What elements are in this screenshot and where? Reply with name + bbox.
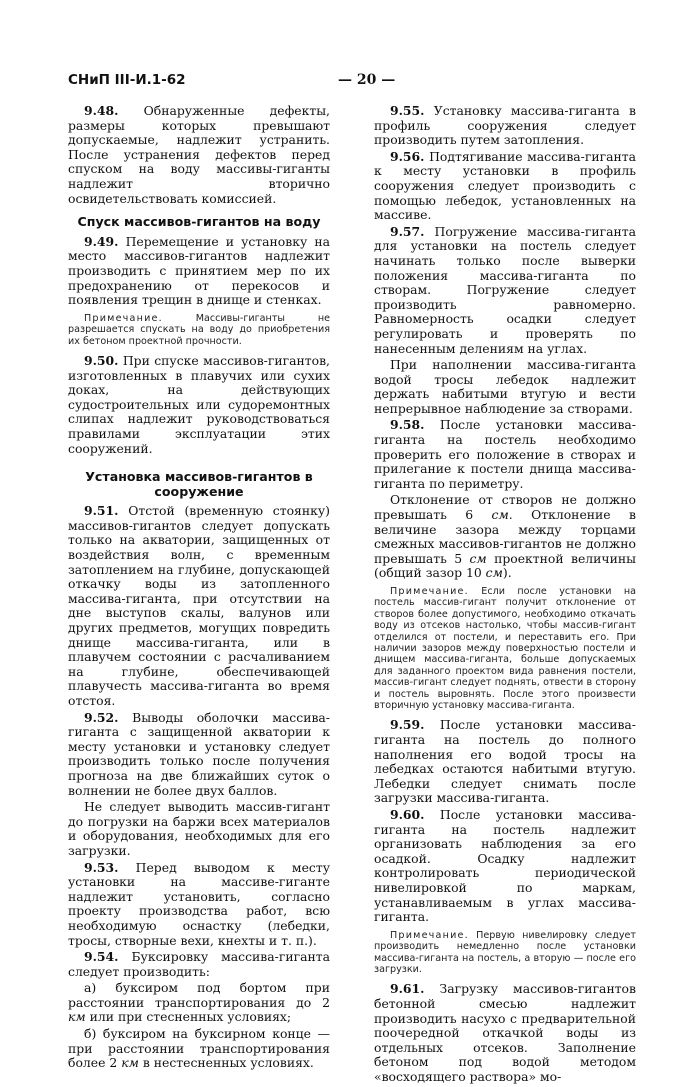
paragraph-number: 9.55.	[390, 103, 425, 118]
paragraph-9-54	[68, 950, 330, 979]
paragraph-text: проектной величины (общий зазор 10	[374, 550, 636, 581]
paragraph-number: 9.58.	[390, 417, 425, 433]
unit-cm: см	[491, 507, 509, 523]
paragraph-9-53	[68, 861, 330, 949]
paragraph-9-58	[374, 418, 636, 491]
paragraph-number: 9.59.	[390, 717, 425, 733]
page-header	[68, 72, 638, 94]
paragraph-text: Установку массива-гиганта в профиль сооружения следует производить путем затопления.	[374, 103, 636, 148]
note-9-49	[68, 313, 330, 347]
paragraph-text: После установки массива-гиганта на постель надлежит организовать наблюдения за его осадкой. Осадку надлежит контролировать периодической нивелировкой по маркам, устанавливаемым в углах массива-гиганта.	[374, 807, 636, 925]
paragraph-9-50	[68, 354, 330, 456]
paragraph-text: Перед выводом к месту установки на массиве-гиганте надлежит установить, согласно проекту производства работ, всю необходимую оснастку (лебедки, тросы, створные вехи, кнехты и т. п.).	[68, 859, 330, 948]
left-column	[68, 104, 330, 1073]
list-text: в нестесненных условиях.	[138, 1055, 314, 1071]
section-heading-install: Установка массивов-гигантов в сооружение	[85, 469, 313, 499]
paragraph-text: Погружение массива-гиганта для установки на постель следует начинать только после выверки положения массива-гиганта по створам. Погружение следует производить равномерно. Равномерность осадки следует регулировать и проверять по нанесенным делениям на углах.	[374, 223, 636, 356]
paragraph-9-58-continued	[374, 493, 636, 581]
paragraph-9-51	[68, 504, 330, 708]
note-label: Примечание.	[390, 586, 469, 597]
paragraph-number: 9.54.	[84, 949, 119, 965]
paragraph-9-52	[68, 711, 330, 799]
paragraph-number: 9.52.	[84, 709, 119, 725]
list-item-a	[68, 981, 330, 1025]
paragraph-number: 9.48.	[84, 103, 119, 118]
paragraph-9-59	[374, 718, 636, 806]
paragraph-9-57-continued: При наполнении массива-гиганта водой тросы лебедок надлежит держать набитыми втугую и вести непрерывное наблюдение за створами.	[374, 357, 636, 416]
right-column	[374, 104, 636, 1087]
paragraph-text: Выводы оболочки массива-гиганта с защищенной акватории к месту установки и установку следует производить только после получения прогноза на две ближайших суток о волнении не более двух баллов.	[68, 709, 330, 798]
paragraph-text: Отклонение от створов не должно превышать 6	[374, 492, 636, 523]
paragraph-text: Перемещение и установку на место массивов-гигантов надлежит производить с принятием мер по их предохранению от перекосов и появления трещин в днище и стенках.	[68, 233, 330, 308]
paragraph-text: Отстой (временную стоянку) массивов-гигантов следует допускать только на акватории, защищенных от воздействия волн, с временным затоплением на глубине, допускающей откачку воды из затопленного массива-гиганта, при отсутствии на дне выступов скалы, валунов или других предметов, могущих повредить днище массива-гиганта, или в плавучем состоянии с расчаливанием на глубине, обеспечивающей плавучесть массива-гиганта во время отстоя.	[68, 503, 330, 708]
unit-km: км	[121, 1055, 139, 1071]
paragraph-number: 9.53.	[84, 859, 119, 875]
list-text: б) буксиром на буксирном концe — при расстоянии транспортирования более 2	[68, 1026, 330, 1071]
paragraph-number: 9.57.	[390, 223, 425, 239]
paragraph-9-49	[68, 235, 330, 308]
document-code: СНиП III-И.1-62	[68, 72, 186, 88]
unit-cm: см	[485, 565, 503, 581]
paragraph-text: ).	[502, 565, 512, 581]
note-9-58	[374, 586, 636, 711]
paragraph-9-57	[374, 225, 636, 356]
note-label: Примечание.	[84, 312, 163, 324]
paragraph-number: 9.60.	[390, 807, 425, 823]
paragraph-9-61	[374, 982, 636, 1084]
paragraph-text: . Отклонение в величине зазора между торцами смежных массивов-гигантов не должно превышать 5	[374, 507, 636, 566]
unit-cm: см	[469, 550, 487, 566]
paragraph-9-48	[68, 104, 330, 206]
paragraph-9-52-continued: Не следует выводить массив-гигант до погрузки на баржи всех материалов и оборудования, необходимых для его загрузки.	[68, 799, 330, 858]
paragraph-number: 9.61.	[390, 981, 425, 997]
paragraph-text: После установки массива-гиганта на постель до полного наполнения его водой тросы на лебедках остаются набитыми втугую. Лебедки следует снимать после загрузки массива-гиганта.	[374, 717, 636, 806]
paragraph-text: Буксировку массива-гиганта следует производить:	[68, 949, 330, 979]
list-item-b	[68, 1027, 330, 1071]
section-heading-launch: Спуск массивов-гигантов на воду	[77, 214, 321, 230]
paragraph-9-56	[374, 150, 636, 223]
list-text: а) буксиром под бортом при расстоянии транспортирования до 2	[68, 980, 330, 1010]
paragraph-number: 9.49.	[84, 233, 119, 249]
note-label: Примечание.	[390, 929, 469, 941]
paragraph-number: 9.56.	[390, 148, 425, 164]
unit-km: км	[68, 1009, 86, 1025]
note-9-60	[374, 930, 636, 976]
note-text: Если после установки на постель массив-гигант получит отклонение от створов более допустимого, необходимо откачать воду из отсеков настолько, чтобы массив-гигант отделился от постели, и переставить его. При наличии зазоров между поверхностью постели и днищем массива-гиганта, больше допускаемых для заданного проектом вида равнения постели, массив-гигант следует поднять, отвести в сторону и постель выровнять. После этого произвести вторичную установку массива-гиганта.	[374, 586, 636, 712]
paragraph-text: Загрузку массивов-гигантов бетонной смесью надлежит производить насухо с предварительной поочередной откачкой воды из отдельных отсеков. Заполнение бетоном под водой методом «восходящего раствора» мо-	[374, 981, 636, 1084]
paragraph-text: Обнаруженные дефекты, размеры которых превышают допускаемые, надлежит устранить. После устранения дефектов перед спуском на воду массивы-гиганты надлежит вторично освидетельствовать комиссией.	[68, 103, 330, 206]
paragraph-9-60	[374, 808, 636, 925]
paragraph-number: 9.51.	[84, 503, 119, 519]
page-number: — 20 —	[338, 72, 396, 88]
note-text: Массивы-гиганты не разрешается спускать на воду до приобретения их бетоном проектной прочности.	[68, 312, 330, 347]
paragraph-text: При спуске массивов-гигантов, изготовленных в плавучих или сухих доках, на действующих судостроительных или судоремонтных слипах надлежит руководствоваться правилами эксплуатации этих сооружений.	[68, 352, 330, 456]
list-text: или при стесненных условиях;	[85, 1009, 292, 1025]
paragraph-text: Подтягивание массива-гиганта к месту установки в профиль сооружения следует производить с помощью лебедок, установленных на массиве.	[374, 148, 636, 223]
paragraph-9-55	[374, 104, 636, 148]
note-text: Первую нивелировку следует производить немедленно после установки массива-гиганта на постель, а вторую — после его загрузки.	[374, 929, 636, 975]
paragraph-text: После установки массива-гиганта на постель необходимо проверить его положение в створах и прилегание к постели днища массива-гиганта по периметру.	[374, 417, 636, 491]
paragraph-number: 9.50.	[84, 352, 119, 368]
